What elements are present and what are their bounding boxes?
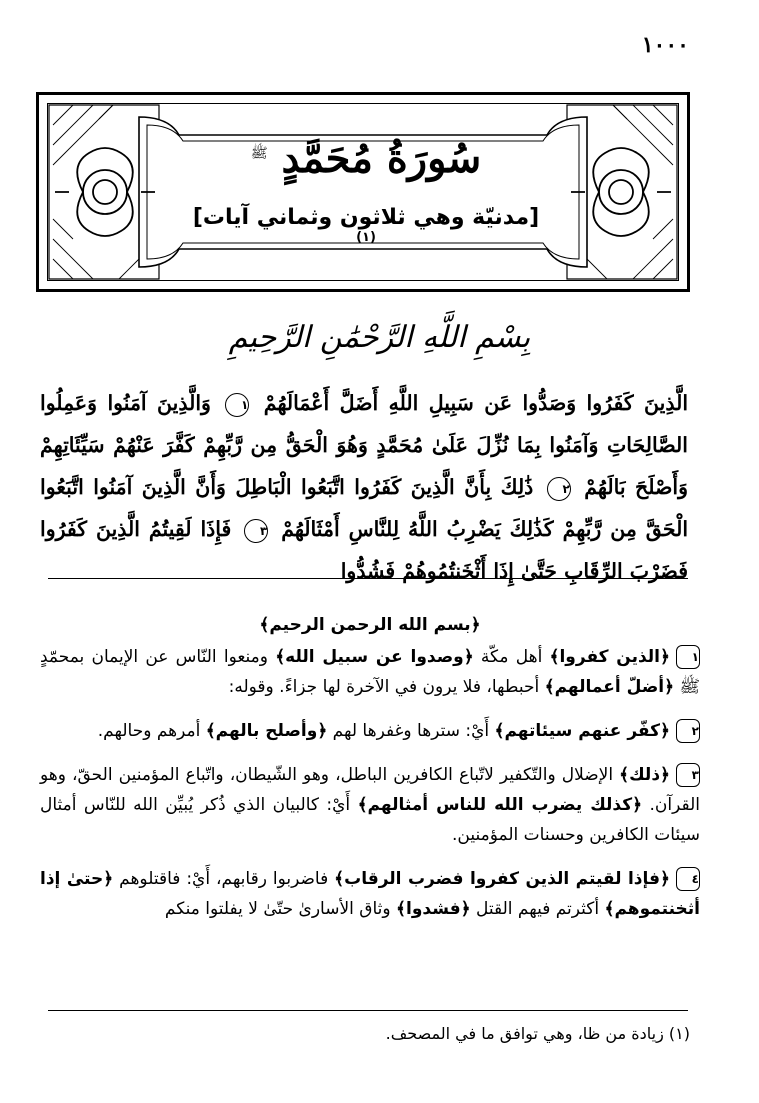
quoted-verse: ﴿الذين كفروا﴾: [549, 647, 670, 667]
surah-title: [189, 135, 543, 182]
commentary-basmala: ﴿بسم الله الرحمن الرحيم﴾: [259, 615, 481, 635]
explanation-text: أَيْ: كالبيان الذي ذُكر يُبيِّن الله للنّاس أمثال سيئات الكافرين وحسنات المؤمنين.: [40, 795, 700, 845]
explanation-text: أمرهم وحالهم.: [97, 721, 206, 741]
quoted-verse: ﴿فشدوا﴾: [396, 899, 471, 919]
commentary-paragraph: [40, 760, 700, 850]
surah-header-frame: [36, 92, 690, 292]
verse-number-marker: ١: [676, 645, 700, 669]
footnote-reference: (١): [356, 230, 376, 245]
verse-number-marker: ٤: [676, 867, 700, 891]
verse-number-marker: ٣: [244, 519, 268, 543]
verse-3: ذَٰلِكَ بِأَنَّ الَّذِينَ كَفَرُوا اتَّبَعُوا الْبَاطِلَ وَأَنَّ الَّذِينَ آمَنُوا اتَّبَعُوا الْحَقَّ مِن رَّبِّهِمْ كَذَٰلِكَ يَضْرِبُ اللَّهُ لِلنَّاسِ أَمْثَالَهُمْ: [40, 475, 689, 541]
surah-subtitle: [189, 205, 543, 255]
explanation-text: الإضلال والتّكفير لاتّباع الكافرين الباطل، وهو الشّيطان، واتّباع المؤمنين الحقّ، وهو القرآن.: [40, 765, 701, 815]
quoted-verse: ﴿فإذا لقيتم الذين كفروا فضرب الرقاب﴾: [334, 869, 670, 889]
commentary-paragraph: [40, 716, 700, 746]
honorific-mark: ﷺ: [250, 145, 268, 162]
footnote-divider: [48, 1010, 688, 1011]
verse-4: فَإِذَا لَقِيتُمُ الَّذِينَ كَفَرُوا فَضَرْبَ الرِّقَابِ حَتَّىٰ إِذَا أَثْخَنتُمُوهُمْ فَشُدُّوا: [40, 517, 688, 583]
explanation-text: فاضربوا رقابهم، أَيْ: فاقتلوهم: [113, 869, 335, 889]
verse-number-marker: ٢: [547, 477, 571, 501]
quoted-verse: ﴿وأصلح بالهم﴾: [205, 721, 328, 741]
quoted-verse: ﴿حتىٰ إذا أثخنتموهم﴾: [40, 869, 700, 919]
explanation-text: أحبطها، فلا يرون في الآخرة لها جزاءً. وقوله:: [228, 677, 545, 697]
explanation-text: ومنعوا النّاس عن الإيمان بمحمّدٍ ﷺ: [40, 647, 700, 697]
section-divider: [48, 578, 688, 579]
verse-1: الَّذِينَ كَفَرُوا وَصَدُّوا عَن سَبِيلِ اللَّهِ أَضَلَّ أَعْمَالَهُمْ: [263, 391, 689, 415]
quoted-verse: ﴿كذلك يضرب الله للناس أمثالهم﴾: [357, 795, 643, 815]
commentary-paragraph: [40, 642, 700, 702]
verse-number-marker: ٢: [676, 719, 700, 743]
page-number: ١٠٠٠: [641, 32, 689, 58]
explanation-text: أكثرتم فيهم القتل: [470, 899, 605, 919]
quran-text-block: [40, 382, 688, 592]
verse-2: وَالَّذِينَ آمَنُوا وَعَمِلُوا الصَّالِحَاتِ وَآمَنُوا بِمَا نُزِّلَ عَلَىٰ مُحَمَّدٍ وَهُوَ الْحَقُّ مِن رَّبِّهِمْ كَفَّرَ عَنْهُمْ سَيِّئَاتِهِمْ وَأَصْلَحَ بَالَهُمْ: [40, 391, 688, 499]
quoted-verse: ﴿أضلّ أعمالهم﴾: [544, 677, 675, 697]
verse-number-marker: ٣: [676, 763, 700, 787]
commentary-paragraph: [40, 864, 700, 924]
surah-title-text: سُورَةُ مُحَمَّدٍ: [281, 135, 482, 182]
explanation-text: أهل مكّة: [473, 647, 550, 667]
explanation-text: أَيْ: سترها وغفرها لهم: [327, 721, 495, 741]
ornament-icon: [39, 95, 687, 289]
verse-number-marker: ١: [225, 393, 249, 417]
quoted-verse: ﴿كفّر عنهم سيئاتهم﴾: [494, 721, 670, 741]
quoted-verse: ﴿وصدوا عن سبيل الله﴾: [275, 647, 474, 667]
quoted-verse: ﴿ذلك﴾: [619, 765, 670, 785]
commentary-block: [40, 610, 700, 938]
basmala-calligraphy: بِسْمِ اللَّهِ الرَّحْمَٰنِ الرَّحِيمِ: [228, 320, 531, 355]
explanation-text: وثاق الأسارىٰ حتّىٰ لا يفلتوا منكم: [164, 899, 397, 919]
footnote: (١) زيادة من ظا، وهي توافق ما في المصحف.: [385, 1024, 690, 1043]
surah-subtitle-text: [مدنيّة وهي ثلاثون وثماني آيات]: [192, 205, 540, 230]
